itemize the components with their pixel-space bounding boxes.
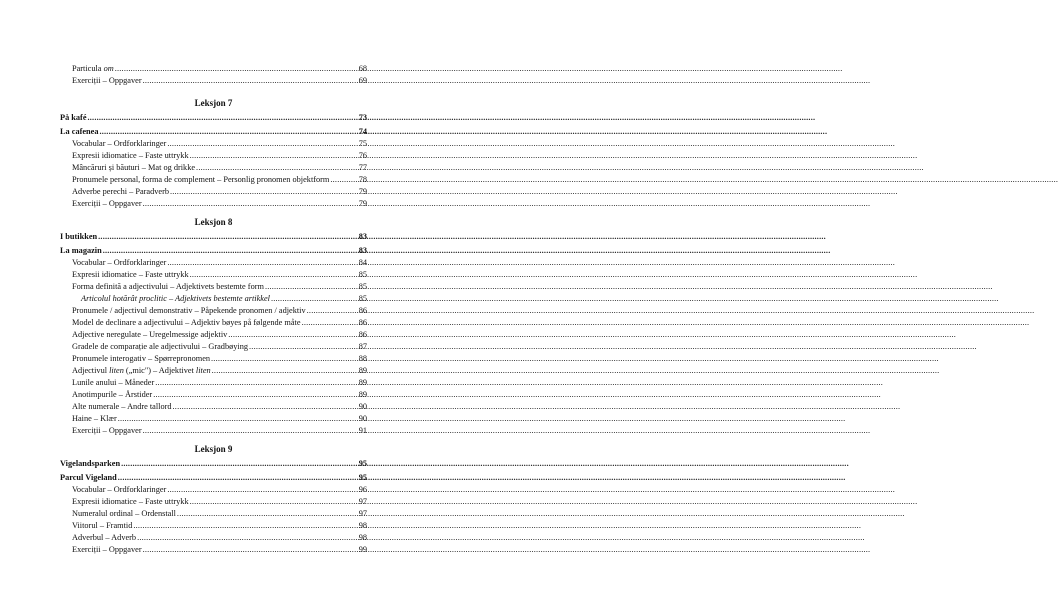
toc-leader-dots [98, 231, 356, 243]
toc-page-number: 91 [358, 426, 367, 435]
toc-entry[interactable] [60, 150, 367, 162]
toc-entry-label: Forma definită a adjectivului – Adjektivets bestemte form [72, 282, 264, 291]
toc-leader-dots [118, 413, 356, 425]
toc-leader-dots [271, 293, 356, 305]
toc-leader-dots [103, 245, 356, 257]
toc-entry-label: Exerciții – Oppgaver [72, 76, 142, 85]
lesson-heading: Leksjon 8 [194, 217, 233, 227]
toc-page-number: 85 [358, 270, 367, 279]
toc-page-number: 83 [358, 232, 367, 241]
toc-leader-dots [211, 353, 356, 365]
toc-entry-label: Vocabular – Ordforklaringer [72, 485, 167, 494]
toc-entry[interactable] [60, 365, 367, 377]
toc-entry-label: Mâncăruri și băuturi – Mat og drikke [72, 163, 196, 172]
toc-page-number: 86 [358, 318, 367, 327]
toc-entry[interactable] [60, 413, 367, 425]
toc-leader-dots [190, 496, 356, 508]
toc-page-number: 83 [358, 246, 367, 255]
toc-entry[interactable] [60, 75, 367, 87]
toc-entry-label: La magazin [60, 246, 102, 255]
toc-entry-label: Numeralul ordinal – Ordenstall [72, 509, 176, 518]
toc-leader-dots [330, 174, 356, 186]
toc-leader-dots [177, 508, 356, 520]
toc-page-number: 96 [358, 485, 367, 494]
toc-leader-dots [249, 341, 356, 353]
toc-entry[interactable] [60, 186, 367, 198]
toc-page-number: 74 [358, 127, 367, 136]
toc-entry-label: Anotimpurile – Årstider [72, 390, 153, 399]
toc-entry[interactable] [60, 112, 367, 124]
toc-page-number: 79 [358, 199, 367, 208]
toc-entry-label: Parcul Vigeland [60, 473, 117, 482]
toc-leader-dots [153, 389, 356, 401]
toc-entry[interactable] [60, 162, 367, 174]
toc-entry-label: Model de declinare a adjectivului – Adjektiv bøyes på følgende måte [72, 318, 301, 327]
toc-entry-label: Particula om [72, 64, 114, 73]
toc-entry[interactable] [60, 496, 367, 508]
toc-page-number: 99 [358, 545, 367, 554]
toc-entry-label: Haine – Klær [72, 414, 117, 423]
toc-entry-label: Viitorul – Framtid [72, 521, 133, 530]
toc-entry-label: Adverbe perechi – Paradverb [72, 187, 169, 196]
table-of-contents [60, 0, 367, 601]
toc-entry[interactable] [60, 341, 367, 353]
toc-entry[interactable] [60, 63, 367, 75]
toc-entry-label: Adjectivul liten („mic") – Adjektivet liten [72, 366, 211, 375]
toc-entry[interactable] [60, 377, 367, 389]
toc-entry-label: Articolul hotărât proclitic – Adjektivets bestemte artikkel [81, 294, 270, 303]
toc-entry[interactable] [60, 484, 367, 496]
toc-page-number: 84 [358, 258, 367, 267]
toc-leader-dots [118, 472, 356, 484]
toc-page-number: 78 [358, 175, 367, 184]
toc-page-number: 89 [358, 378, 367, 387]
toc-leader-dots [133, 520, 356, 532]
lesson-heading: Leksjon 9 [194, 444, 233, 454]
toc-page-number: 86 [358, 330, 367, 339]
toc-entry-label: La cafenea [60, 127, 99, 136]
toc-page-number: 90 [358, 414, 367, 423]
toc-entry[interactable] [60, 544, 367, 556]
toc-leader-dots [173, 401, 356, 413]
toc-entry-label: Lunile anului – Måneder [72, 378, 155, 387]
toc-page-number: 76 [358, 151, 367, 160]
toc-entry-label: Gradele de comparație ale adjectivului – Gradbøying [72, 342, 249, 351]
toc-entry[interactable] [60, 138, 367, 150]
toc-entry-label: Alte numerale – Andre tallord [72, 402, 172, 411]
toc-leader-dots [121, 458, 356, 470]
toc-leader-dots [190, 150, 356, 162]
toc-page-number: 95 [358, 459, 367, 468]
toc-entry[interactable] [60, 174, 367, 186]
toc-entry-label: Pronumele / adjectivul demonstrativ – Påpekende pronomen / adjektiv [72, 306, 306, 315]
toc-entry[interactable] [60, 245, 367, 257]
toc-entry[interactable] [60, 257, 367, 269]
toc-entry-label: Expresii idiomatice – Faste uttrykk [72, 151, 189, 160]
toc-entry-label: Pronumele interogativ – Spørrepronomen [72, 354, 211, 363]
toc-page-number: 89 [358, 390, 367, 399]
toc-page-number: 79 [358, 187, 367, 196]
toc-entry[interactable] [60, 458, 367, 470]
toc-entry[interactable] [60, 532, 367, 544]
toc-entry[interactable] [60, 401, 367, 413]
toc-entry-label: Expresii idiomatice – Faste uttrykk [72, 497, 189, 506]
toc-entry[interactable] [60, 472, 367, 484]
toc-leader-dots [143, 544, 356, 556]
toc-entry[interactable] [60, 389, 367, 401]
toc-entry-label: Adverbul – Adverb [72, 533, 137, 542]
toc-page-number: 98 [358, 521, 367, 530]
toc-page-number: 73 [358, 113, 367, 122]
toc-leader-dots [196, 162, 356, 174]
toc-page-number: 85 [358, 294, 367, 303]
toc-entry[interactable] [60, 508, 367, 520]
toc-leader-dots [143, 75, 356, 87]
toc-entry-label: Vocabular – Ordforklaringer [72, 139, 167, 148]
toc-entry[interactable] [60, 269, 367, 281]
toc-leader-dots [143, 198, 356, 210]
toc-page-number: 97 [358, 509, 367, 518]
toc-page-number: 69 [358, 76, 367, 85]
toc-entry-label: Vocabular – Ordforklaringer [72, 258, 167, 267]
toc-page-number: 68 [358, 64, 367, 73]
toc-entry[interactable] [60, 317, 367, 329]
toc-leader-dots [167, 257, 356, 269]
toc-entry-label: Expresii idiomatice – Faste uttrykk [72, 270, 189, 279]
toc-entry[interactable] [60, 353, 367, 365]
toc-leader-dots [190, 269, 356, 281]
toc-page-number: 85 [358, 282, 367, 291]
toc-page-number: 87 [358, 342, 367, 351]
toc-page-number: 77 [358, 163, 367, 172]
toc-leader-dots [143, 425, 356, 437]
toc-leader-dots [115, 63, 356, 75]
toc-entry[interactable] [60, 126, 367, 138]
toc-page-number: 89 [358, 366, 367, 375]
toc-entry-label: I butikken [60, 232, 98, 241]
toc-leader-dots [302, 317, 356, 329]
toc-entry-label: Exerciții – Oppgaver [72, 545, 142, 554]
toc-leader-dots [170, 186, 356, 198]
toc-leader-dots [99, 126, 356, 138]
toc-entry[interactable] [60, 281, 367, 293]
toc-leader-dots [228, 329, 356, 341]
toc-entry[interactable] [60, 198, 367, 210]
toc-page-number: 75 [358, 139, 367, 148]
toc-page-number: 95 [358, 473, 367, 482]
toc-entry[interactable] [60, 305, 367, 317]
toc-entry-label: Exerciții – Oppgaver [72, 426, 142, 435]
toc-leader-dots [155, 377, 356, 389]
toc-entry-label: Adjective neregulate – Uregelmessige adjektiv [72, 330, 228, 339]
toc-page-number: 98 [358, 533, 367, 542]
toc-page-number: 90 [358, 402, 367, 411]
toc-leader-dots [137, 532, 356, 544]
toc-entry-label: Pronumele personal, forma de complement – Personlig pronomen objektform [72, 175, 330, 184]
toc-leader-dots [212, 365, 356, 377]
toc-entry-label: Vigelandsparken [60, 459, 121, 468]
toc-leader-dots [88, 112, 357, 124]
toc-entry[interactable] [60, 329, 367, 341]
lesson-heading: Leksjon 7 [194, 98, 233, 108]
toc-entry[interactable] [60, 231, 367, 243]
toc-entry-label: Exerciții – Oppgaver [72, 199, 142, 208]
toc-leader-dots [167, 138, 356, 150]
toc-entry[interactable] [60, 293, 367, 305]
toc-leader-dots [307, 305, 356, 317]
toc-entry[interactable] [60, 520, 367, 532]
toc-page-number: 86 [358, 306, 367, 315]
toc-page-number: 97 [358, 497, 367, 506]
toc-entry-label: På kafé [60, 113, 87, 122]
toc-entry[interactable] [60, 425, 367, 437]
toc-page-number: 88 [358, 354, 367, 363]
toc-leader-dots [265, 281, 356, 293]
toc-leader-dots [167, 484, 356, 496]
